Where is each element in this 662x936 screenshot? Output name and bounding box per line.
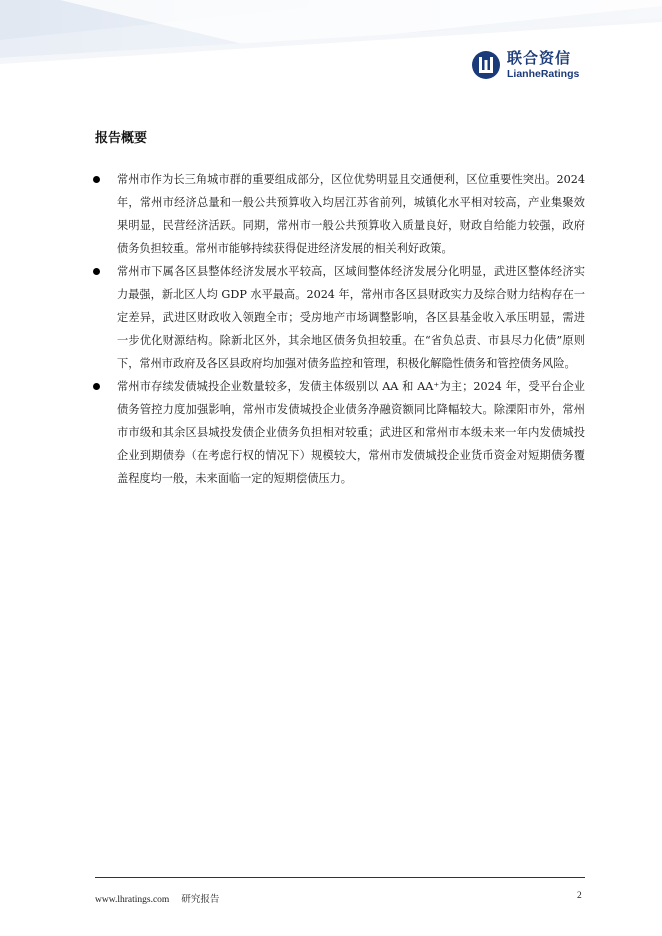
summary-bullet-3: [117, 375, 585, 490]
summary-bullet-text: 常州市下属各区县整体经济发展水平较高，区域间整体经济发展分化明显，武进区整体经济实力最强，新北区人均 GDP 水平最高。2024 年，常州市各区县财政实力及综合财力结构存在一定差异，武进区财政收入领跑全市；受房地产市场调整影响，各区县基金收入承压明显，需进一步优化财源结构。除新北区外，其余地区债务负担较重。在“省负总责、市县尽力化债”原则下，常州市政府及各区县政府均加强对债务监控和管理，积极化解隐性债务和管控债务风险。: [117, 265, 585, 370]
summary-bullet-text: 常州市存续发债城投企业数量较多，发债主体级别以 AA 和 AA⁺为主；2024 年，受平台企业债务管控力度加强影响，常州市发债城投企业债务净融资额同比降幅较大。除溧阳市外，常州市市级和其余区县城投发债企业债务负担相对较重；武进区和常州市本级未来一年内发债城投企业到期债券（在考虑行权的情况下）规模较大，常州市发债城投企业货币资金对短期债务覆盖程度均一般，未来面临一定的短期偿债压力。: [117, 380, 585, 485]
summary-bullet-1: [117, 168, 585, 260]
lianhe-logo-icon: [471, 50, 501, 80]
footer-divider: [95, 877, 585, 878]
page-number: 2: [577, 891, 582, 901]
logo-name-cn: 联合资信: [507, 48, 572, 67]
summary-bullet-text: 常州市作为长三角城市群的重要组成部分，区位优势明显且交通便利，区位重要性突出。2024年，常州市经济总量和一般公共预算收入均居江苏省前列，城镇化水平相对较高，产业集聚效果明显，民营经济活跃。同期，常州市一般公共预算收入质量良好，财政自给能力较强，政府债务负担较重。常州市能够持续获得促进经济发展的相关利好政策。: [117, 173, 585, 255]
bullet-dot-icon: [93, 268, 100, 275]
bullet-dot-icon: [93, 383, 100, 390]
footer-report-label: 研究报告: [181, 894, 220, 905]
lianhe-ratings-logo: [471, 50, 579, 80]
bullet-dot-icon: [93, 176, 100, 183]
section-title: 报告概要: [95, 131, 148, 146]
summary-bullet-list: [117, 168, 585, 490]
logo-name-en: LianheRatings: [507, 67, 580, 80]
summary-bullet-2: [117, 260, 585, 375]
footer-left: [95, 891, 219, 905]
footer-website-link[interactable]: www.lhratings.com: [95, 895, 170, 905]
logo-text: [507, 48, 580, 80]
